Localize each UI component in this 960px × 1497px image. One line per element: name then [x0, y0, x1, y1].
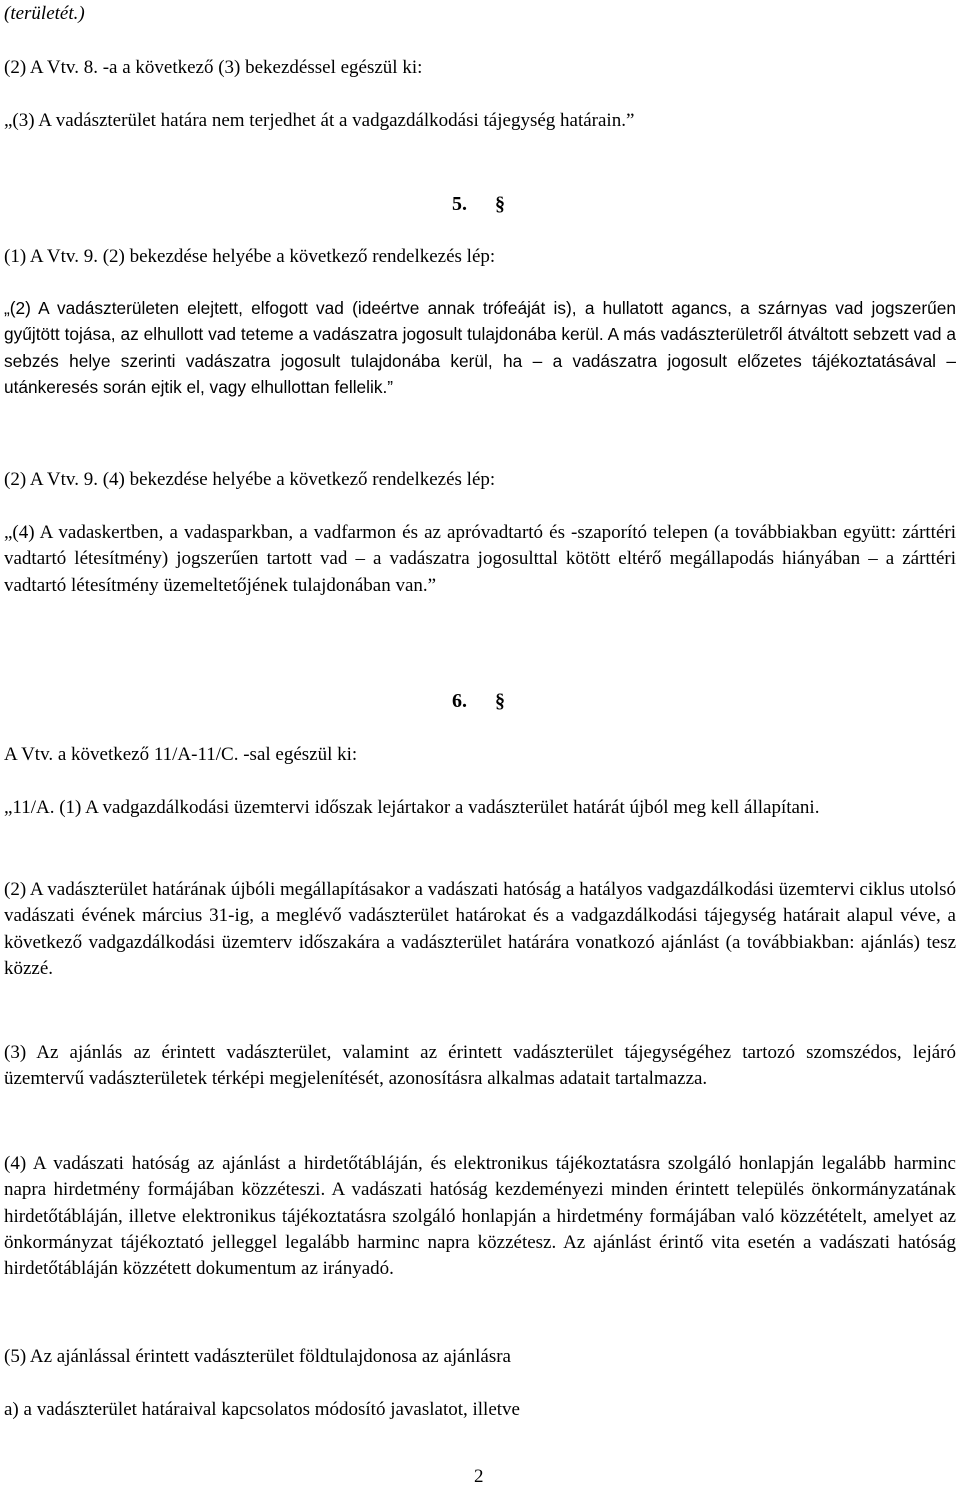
paragraph-11a-1: „11/A. (1) A vadgazdálkodási üzemtervi időszak lejártakor a vadászterület határát újból meg kell állapítani.	[4, 797, 820, 818]
amendment-text-9-4: „(4) A vadaskertben, a vadasparkban, a vadfarmon és az apróvadtartó és -szaporító telepen (a továbbiakban együtt: zárttéri vadtartó létesítmény) jogszerűen tartott vad – a vadászatra jogosulttal kötött eltérő megállapodás hiányában – a zárttéri vadtartó létesítmény üzemeltetőjének tulajdonában van.”	[4, 522, 956, 596]
fragment-line: (területét.)	[4, 3, 85, 24]
page-number: 2	[474, 1466, 484, 1487]
section-number: 6.	[452, 690, 467, 712]
paragraph-11a-4: (4) A vadászati hatóság az ajánlást a hirdetőtábláján, és elektronikus tájékoztatásra szolgáló honlapján legalább harminc napra hirdetmény formájában közzéteszi. A vadászati hatóság kezdeményezi minden érintett település önkormányzatának hirdetőtábláján, illetve elektronikus tájékoztatásra szolgáló honlapján a hirdetmény formájában való közzétételt, amelyet az önkormányzat tájékoztató jelleggel legalább harminc napra közzétesz. Az ajánlást érintő vita esetén a vadászati hatóság hirdetőtábláján közzétett dokumentum az irányadó.	[4, 1153, 956, 1280]
amendment-intro-11a: A Vtv. a következő 11/A-11/C. -sal egészül ki:	[4, 744, 358, 765]
amendment-text-9-2: „(2) A vadászterületen elejtett, elfogott vad (ideértve annak trófeáját is), a hullatott agancs, a szárnyas vad jogszerűen gyűjtött tojása, az elhullott vad teteme a vadászatra jogosult tulajdonába kerül. A más vadászterületről átváltott sebzett vad a sebzés helye szerinti vadászatra jogosult tulajdonába kerül, ha – a vadászatra jogosult előzetes tájékoztatásával – utánkeresés során ejtik el, vagy elhullottan fellelik.”	[4, 298, 956, 397]
paragraph-11a-3: (3) Az ajánlás az érintett vadászterület, valamint az érintett vadászterület tájegységéhez tartozó szomszédos, lejáró üzemtervű vadászterületek térképi megjelenítését, azonosításra alkalmas adatait tartalmazza.	[4, 1042, 956, 1090]
section-heading-5	[452, 193, 505, 216]
paragraph-11a-5: (5) Az ajánlással érintett vadászterület földtulajdonosa az ajánlásra	[4, 1346, 511, 1367]
section-number: 5.	[452, 193, 467, 215]
paragraph-11a-5-a: a) a vadászterület határaival kapcsolatos módosító javaslatot, illetve	[4, 1399, 520, 1420]
section-sign: §	[495, 690, 505, 712]
paragraph-11a-2: (2) A vadászterület határának újbóli megállapításakor a vadászati hatóság a hatályos vadgazdálkodási üzemtervi ciklus utolsó vadászati évének március 31-ig, a meglévő vadászterület határokat és a vadgazdálkodási tájegység határait alapul véve, a következő vadgazdálkodási üzemterv időszakára a vadászterület határára vonatkozó ajánlást (a továbbiakban: ajánlás) tesz közzé.	[4, 879, 956, 979]
amendment-intro-8: (2) A Vtv. 8. -a a következő (3) bekezdéssel egészül ki:	[4, 57, 423, 78]
amendment-intro-9-4: (2) A Vtv. 9. (4) bekezdése helyébe a következő rendelkezés lép:	[4, 469, 496, 490]
section-heading-6	[452, 690, 505, 713]
section-sign: §	[495, 193, 505, 215]
amendment-text-8-3: „(3) A vadászterület határa nem terjedhet át a vadgazdálkodási tájegység határain.”	[4, 110, 635, 131]
amendment-intro-9-2: (1) A Vtv. 9. (2) bekezdése helyébe a következő rendelkezés lép:	[4, 246, 496, 267]
